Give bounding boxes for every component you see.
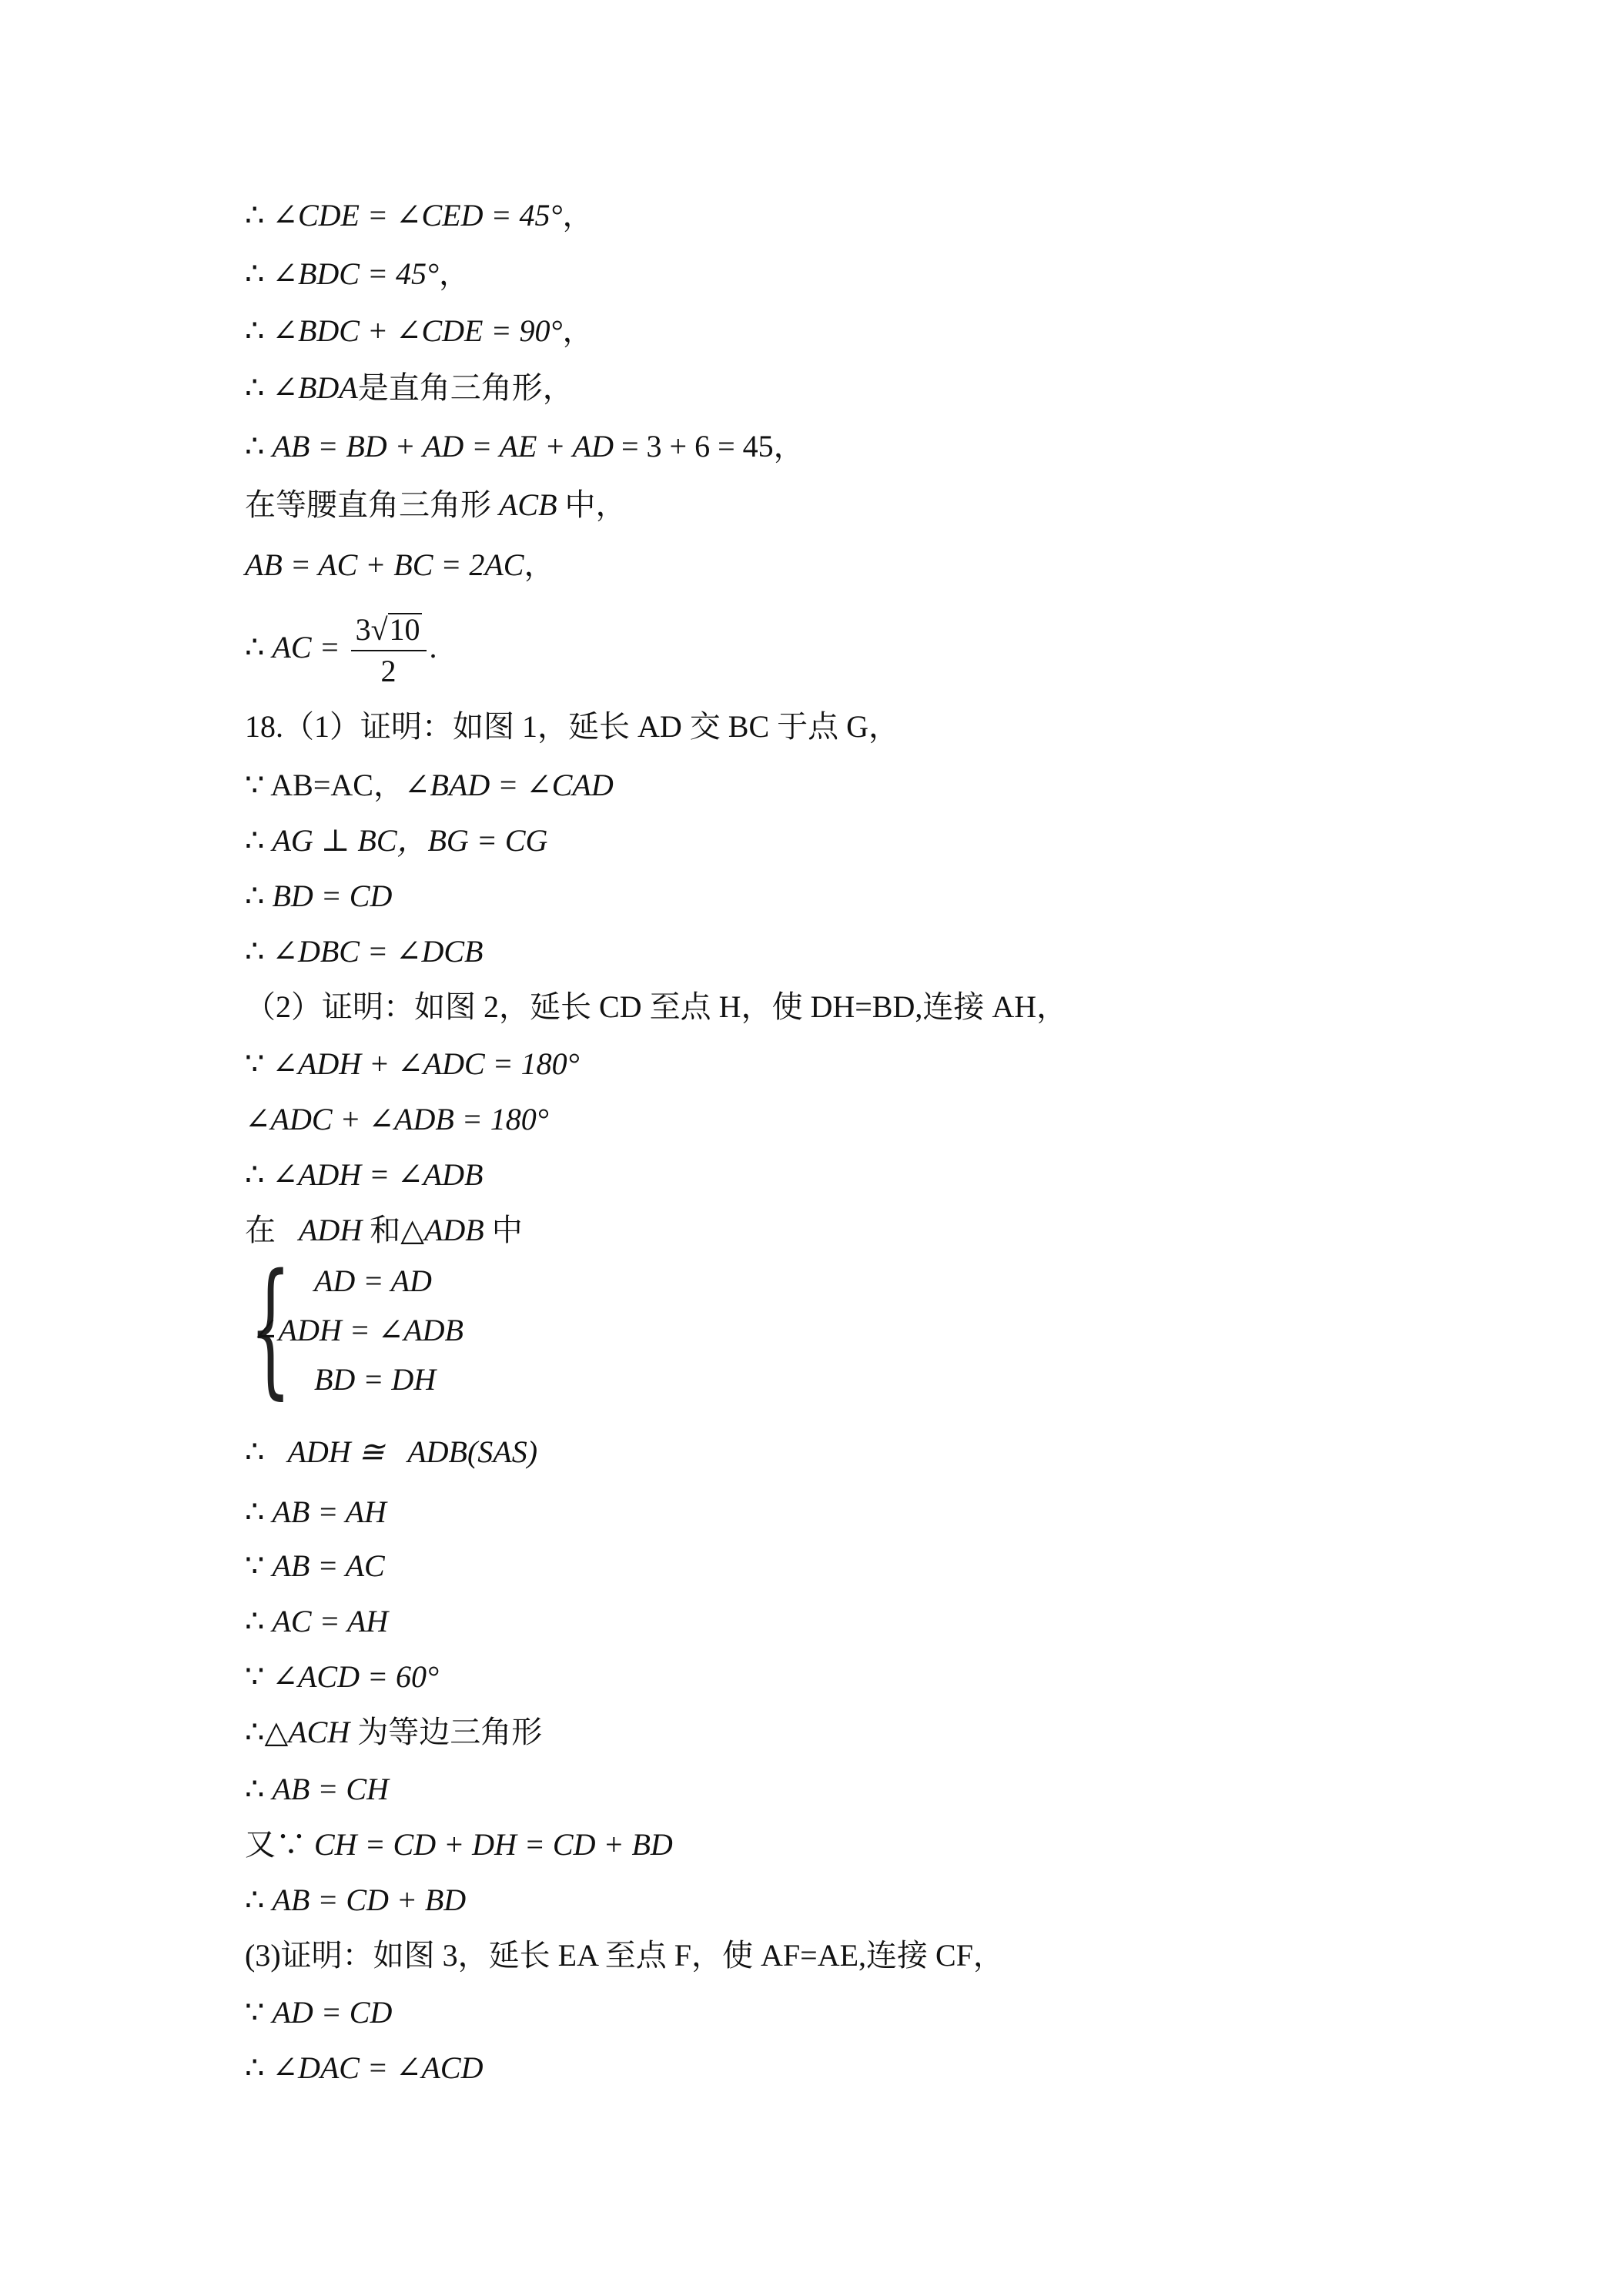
line-ab-eq-ch: [245, 1771, 389, 1808]
equation: ADB(SAS): [407, 1434, 538, 1469]
problem-18-part-2-header: [245, 989, 1067, 1026]
equation: ADH: [299, 1213, 363, 1247]
punctuation: ，: [562, 198, 594, 233]
term: = AC: [282, 547, 358, 582]
system-row: AD = AD: [314, 1263, 432, 1298]
line-ab-eq-cd-bd: [245, 1882, 466, 1919]
therefore-symbol: ∴: [245, 1883, 265, 1917]
text: 是直角三角形，: [357, 370, 574, 405]
therefore-symbol: ∴: [245, 198, 265, 233]
therefore-symbol: ∴: [245, 879, 265, 913]
text: 在: [245, 1213, 276, 1247]
equation: AD = CD: [272, 1995, 393, 2030]
therefore-symbol: ∴: [245, 1434, 265, 1469]
line-adh-adc-sum: [245, 1046, 580, 1083]
line-pythagoras: [245, 428, 805, 465]
therefore-symbol: ∴: [245, 313, 265, 348]
fraction-numerator: 3√10: [351, 610, 427, 651]
equation: ACB: [499, 487, 557, 522]
equation: ∠BDC = 45°: [272, 256, 439, 291]
line-ag-perp-bc: [245, 822, 547, 859]
line-angle-sum: [245, 313, 593, 350]
equation: AC = AH: [272, 1604, 389, 1638]
punctuation: .: [429, 630, 437, 664]
system-row: ∠ADH = ∠ADB: [253, 1313, 463, 1347]
term: + BC: [357, 547, 433, 582]
text: AB=AC，: [270, 768, 404, 802]
therefore-symbol: ∴: [245, 1157, 265, 1192]
punctuation: ，: [562, 313, 594, 348]
coefficient: 3: [355, 611, 371, 647]
equation: AB = CD + BD: [272, 1883, 467, 1917]
because-symbol: ∵: [245, 768, 265, 802]
equation: AB = AH: [272, 1494, 387, 1529]
line-bd-eq-cd: [245, 878, 392, 915]
equation: CH = CD + DH = CD + BD: [314, 1827, 673, 1862]
term: AB: [272, 429, 310, 464]
problem-18-part-3-header: [245, 1937, 1004, 1974]
line-adh-eq-adb: [245, 1156, 483, 1193]
text: 18.（1）证明：如图 1，延长 AD 交 BC 于点 G，: [245, 709, 900, 744]
term: + AD: [537, 429, 614, 464]
equation: ∠BDC + ∠CDE = 90°: [272, 313, 563, 348]
text: 在等腰直角三角形: [245, 487, 491, 522]
equation: ∠DBC = ∠DCB: [272, 934, 484, 969]
equation: AB = AC: [272, 1548, 385, 1583]
line-ch-sum: [245, 1826, 673, 1863]
therefore-symbol: ∴: [245, 1715, 265, 1749]
because-symbol: ∵: [245, 1046, 265, 1081]
line-bda-right-triangle: [245, 370, 574, 407]
line-ab-eq-ac: [245, 767, 614, 804]
line-ab-eq-ah: [245, 1494, 387, 1531]
term: AB: [245, 547, 283, 582]
problem-18-part-1-header: [245, 708, 899, 745]
line-ac-result: [245, 605, 437, 691]
line-dbc-eq-dcb: [245, 933, 483, 970]
fraction: [351, 610, 427, 691]
fraction-denominator: 2: [380, 653, 397, 688]
term: = BD: [310, 429, 387, 464]
because-symbol: ∵: [245, 1995, 265, 2030]
therefore-symbol: ∴: [245, 1772, 265, 1806]
therefore-symbol: ∴: [245, 429, 265, 464]
equation: ∠ADH = ∠ADB: [272, 1157, 484, 1192]
equation: ∠CDE = ∠CED = 45°: [272, 198, 563, 233]
text: （2）证明：如图 2，延长 CD 至点 H，使 DH=BD,连接 AH，: [245, 989, 1068, 1024]
because-symbol: ∵: [245, 1548, 265, 1583]
radicand: 10: [389, 611, 420, 647]
term: = 2AC: [433, 547, 524, 582]
line-ac-eq-ah: [245, 1603, 388, 1640]
punctuation: ，: [438, 256, 470, 291]
equation: AG ⊥ BC，BG = CG: [272, 823, 548, 858]
line-ad-eq-cd: [245, 1994, 392, 2031]
term: + 6: [661, 429, 711, 464]
therefore-symbol: ∴: [245, 2050, 265, 2085]
term: = 45: [710, 429, 774, 464]
line-angle-cde-ced: [245, 197, 593, 234]
equation: BD = CD: [272, 879, 393, 913]
equation: ADB: [423, 1213, 484, 1247]
term: = 3: [613, 429, 662, 464]
because-symbol: ∵: [276, 1827, 306, 1862]
text: 又: [245, 1827, 276, 1862]
equation-system: [245, 1243, 630, 1413]
equation: ∠ACD = 60°: [272, 1659, 439, 1694]
text: 和△: [370, 1213, 424, 1247]
therefore-symbol: ∴: [245, 934, 265, 969]
therefore-symbol: ∴: [245, 370, 265, 405]
line-dac-eq-acd: [245, 2050, 483, 2087]
therefore-symbol: ∴: [245, 630, 265, 664]
punctuation: ，: [524, 547, 555, 582]
text: (3)证明：如图 3，延长 EA 至点 F，使 AF=AE,连接 CF，: [245, 1938, 1004, 1973]
line-isosceles-right-triangle: [245, 487, 627, 524]
text: 为等边三角形: [357, 1715, 543, 1749]
text: 中，: [564, 487, 627, 522]
equation: ∠BDA: [272, 370, 358, 405]
equation: AC =: [272, 630, 340, 664]
line-acd-60: [245, 1658, 439, 1695]
term: + AD: [387, 429, 464, 464]
text: 中: [491, 1213, 523, 1247]
therefore-symbol: ∴: [245, 1604, 265, 1638]
therefore-symbol: ∴: [245, 256, 265, 291]
equation: △ACH: [264, 1715, 350, 1749]
left-brace: {: [249, 1243, 292, 1413]
line-ab-squared: [245, 547, 554, 584]
punctuation: ，: [773, 429, 805, 464]
therefore-symbol: ∴: [245, 1494, 265, 1529]
because-symbol: ∵: [245, 1659, 265, 1694]
line-angle-bdc: [245, 256, 470, 293]
system-row: BD = DH: [314, 1362, 437, 1397]
equation: [245, 547, 524, 582]
equation: ∠ADH + ∠ADC = 180°: [272, 1046, 580, 1081]
equation: [272, 429, 773, 464]
line-ach-equilateral: [245, 1714, 542, 1751]
line-ab-eq-ac-2: [245, 1548, 385, 1585]
equation: AB = CH: [272, 1772, 389, 1806]
equation: ∠BAD = ∠CAD: [403, 768, 614, 802]
term: = AE: [463, 429, 537, 464]
equation: ∠ADC + ∠ADB = 180°: [245, 1102, 549, 1136]
line-congruence: [245, 1434, 537, 1471]
line-adc-adb-sum: [245, 1101, 549, 1138]
therefore-symbol: ∴: [245, 823, 265, 858]
equation: ∠DAC = ∠ACD: [272, 2050, 484, 2085]
equation: ADH ≅: [287, 1434, 385, 1469]
